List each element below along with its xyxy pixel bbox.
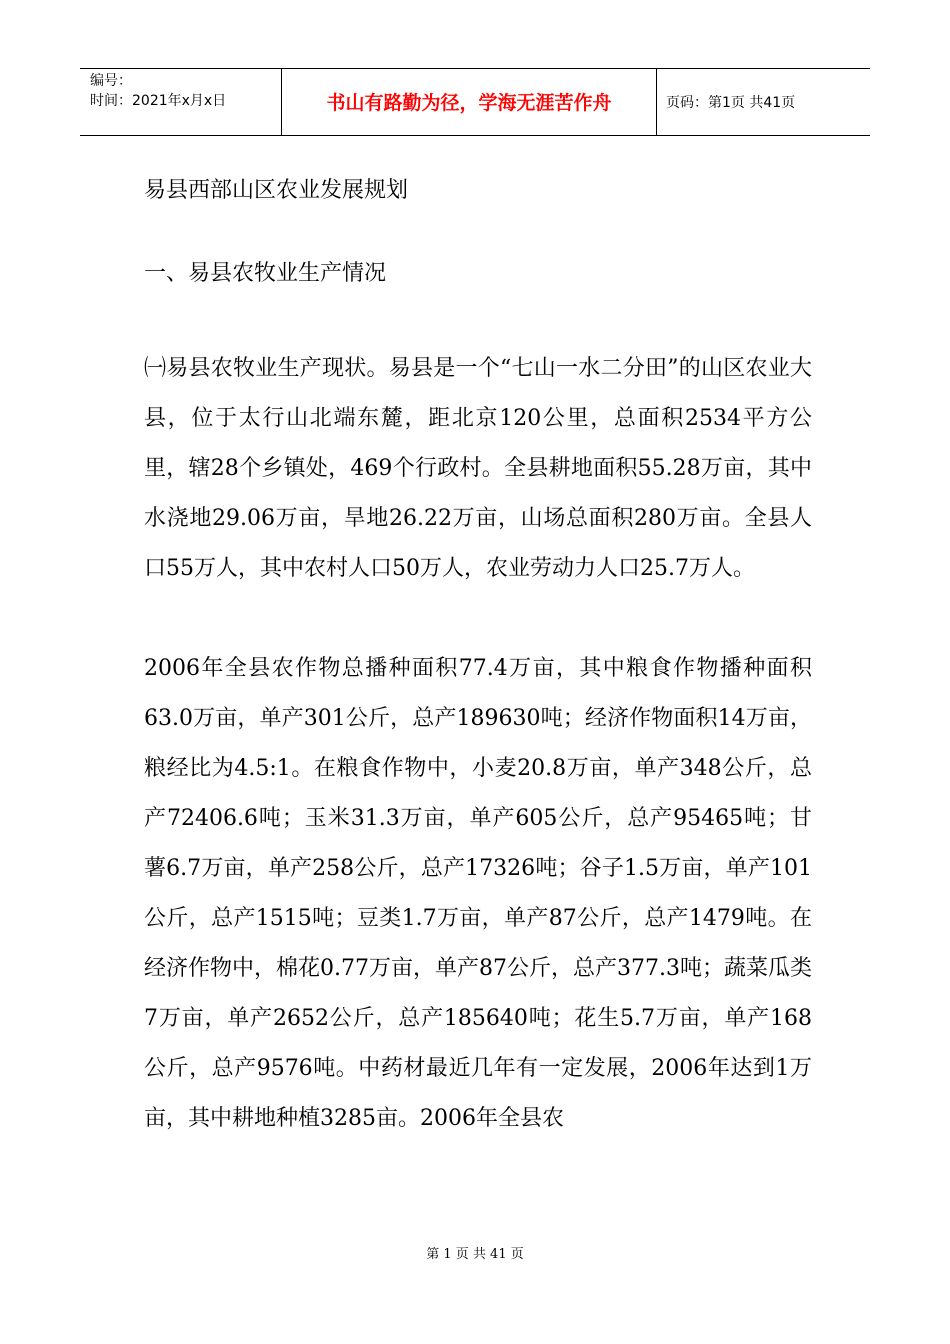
header-divider [656, 69, 657, 135]
page-header [80, 68, 870, 136]
document-time-label: 时间：2021年x月x日 [90, 93, 227, 109]
header-meta [90, 71, 280, 111]
page-footer: 第 1 页 共 41 页 [426, 1247, 524, 1262]
body-paragraph: 2006年全县农作物总播种面积77.4万亩，其中粮食作物播种面积63.0万亩，单产301公斤，总产189630吨；经济作物面积14万亩，粮经比为4.5:1。在粮食作物中，小麦20.8万亩，单产348公斤，总产72406.6吨；玉米31.3万亩，单产605公斤，总产95465吨；甘薯6.7万亩，单产258公斤，总产17326吨；谷子1.5万亩，单产101公斤，总产1515吨；豆类1.7万亩，单产87公斤，总产1479吨。在经济作物中，棉花0.77万亩，单产87公斤，总产377.3吨；蔬菜瓜类7万亩，单产2652公斤，总产185640吨；花生5.7万亩，单产168公斤，总产9576吨。中药材最近几年有一定发展，2006年达到1万亩，其中耕地种植3285亩。2006年全县农 [144, 656, 812, 1131]
body-paragraph: ㈠易县农牧业生产现状。易县是一个“七山一水二分田”的山区农业大县，位于太行山北端东麓，距北京120公里，总面积2534平方公里，辖28个乡镇处，469个行政村。全县耕地面积55.28万亩，其中水浇地29.06万亩，旱地26.22万亩，山场总面积280万亩。全县人口55万人，其中农村人口50万人，农业劳动力人口25.7万人。 [144, 356, 812, 581]
document-body [144, 166, 812, 1144]
header-motto: 书山有路勤为径，学海无涯苦作舟 [326, 92, 612, 114]
header-page-info: 页码：第1页 共41页 [666, 95, 796, 111]
document-number-label: 编号： [90, 73, 132, 89]
section-heading: 一、易县农牧业生产情况 [144, 261, 387, 286]
document-title: 易县西部山区农业发展规划 [144, 178, 409, 203]
